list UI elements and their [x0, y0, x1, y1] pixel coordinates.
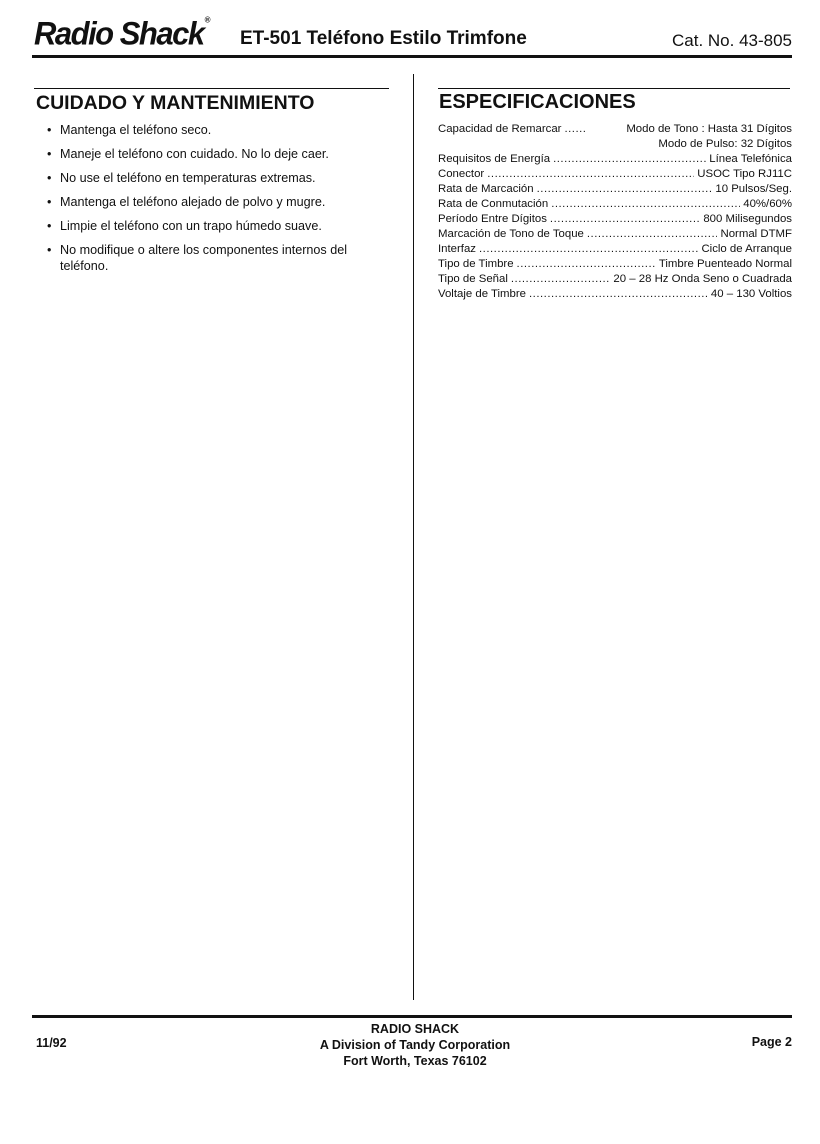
care-list	[47, 122, 392, 282]
spec-value: Modo de Pulso: 32 Dígitos	[658, 138, 792, 150]
spec-row	[438, 182, 792, 197]
spec-section-title: ESPECIFICACIONES	[439, 91, 636, 113]
leader-dots	[564, 122, 586, 137]
spec-label: Capacidad de Remarcar	[438, 123, 562, 135]
leader-dots	[553, 152, 706, 167]
spec-value: 800 Milisegundos	[703, 213, 792, 225]
spec-label: Período Entre Dígitos	[438, 213, 547, 225]
spec-row	[438, 227, 792, 242]
spec-value: Normal DTMF	[720, 228, 792, 240]
spec-label: Requisitos de Energía	[438, 153, 551, 165]
care-section-rule	[34, 88, 389, 89]
spec-label: Voltaje de Timbre	[438, 288, 527, 300]
spec-value: Línea Telefónica	[709, 153, 792, 165]
spec-row	[438, 257, 792, 272]
registered-mark: ®	[204, 15, 209, 25]
spec-row	[438, 122, 792, 137]
product-title: ET-501 Teléfono Estilo Trimfone	[240, 28, 527, 49]
spec-value: 40 – 130 Voltios	[710, 288, 792, 300]
spec-label: Rata de Marcación	[438, 183, 534, 195]
spec-row	[438, 242, 792, 257]
column-divider	[413, 74, 414, 1000]
care-item: • No modifique o altere los componentes internos del teléfono.	[47, 242, 392, 274]
care-item: • No use el teléfono en temperaturas extremas.	[47, 170, 392, 186]
spec-value: 40%/60%	[743, 198, 792, 210]
page-number: Page 2	[751, 1035, 792, 1049]
spec-row	[438, 272, 792, 287]
spec-value: Ciclo de Arranque	[701, 243, 792, 255]
spec-label: Conector	[438, 168, 485, 180]
footer-company-division: A Division of Tandy Corporation	[319, 1038, 511, 1052]
header-rule	[32, 55, 792, 58]
leader-dots	[550, 212, 700, 227]
spec-value: 20 – 28 Hz Onda Seno o Cuadrada	[613, 273, 792, 285]
leader-dots	[529, 287, 708, 302]
spec-label: Tipo de Señal	[438, 273, 508, 285]
radio-shack-logo	[34, 15, 209, 53]
spec-row	[438, 152, 792, 167]
leader-dots	[587, 227, 718, 242]
footer-company-name: RADIO SHACK	[370, 1022, 460, 1036]
care-item: • Mantenga el teléfono alejado de polvo y mugre.	[47, 194, 392, 210]
spec-row	[438, 197, 792, 212]
leader-dots	[517, 257, 656, 272]
leader-dots	[479, 242, 698, 257]
spec-label: Marcación de Tono de Toque	[438, 228, 584, 240]
catalog-number: Cat. No. 43-805	[671, 31, 792, 50]
footer-company-block	[265, 1021, 565, 1069]
spec-list	[438, 122, 792, 302]
care-item: • Limpie el teléfono con un trapo húmedo suave.	[47, 218, 392, 234]
spec-row	[438, 167, 792, 182]
spec-section-rule	[438, 88, 790, 89]
spec-value: 10 Pulsos/Seg.	[715, 183, 792, 195]
leader-dots	[537, 182, 713, 197]
spec-row	[438, 287, 792, 302]
logo-text: Radio Shack	[34, 15, 204, 52]
leader-dots	[551, 197, 740, 212]
leader-dots	[487, 167, 694, 182]
spec-value: Timbre Puenteado Normal	[658, 258, 792, 270]
care-item: • Mantenga el teléfono seco.	[47, 122, 392, 138]
leader-dots	[511, 272, 611, 287]
spec-value: Modo de Tono : Hasta 31 Dígitos	[626, 123, 792, 135]
spec-row	[438, 212, 792, 227]
footer-company-address: Fort Worth, Texas 76102	[343, 1054, 487, 1068]
spec-label: Rata de Conmutación	[438, 198, 549, 210]
care-section-title: CUIDADO Y MANTENIMIENTO	[36, 92, 315, 114]
spec-value: USOC Tipo RJ11C	[697, 168, 792, 180]
spec-label: Interfaz	[438, 243, 476, 255]
footer-rule	[32, 1015, 792, 1018]
spec-row-continued	[438, 137, 792, 152]
spec-label: Tipo de Timbre	[438, 258, 514, 270]
care-item: • Maneje el teléfono con cuidado. No lo deje caer.	[47, 146, 392, 162]
footer-date: 11/92	[36, 1036, 67, 1050]
